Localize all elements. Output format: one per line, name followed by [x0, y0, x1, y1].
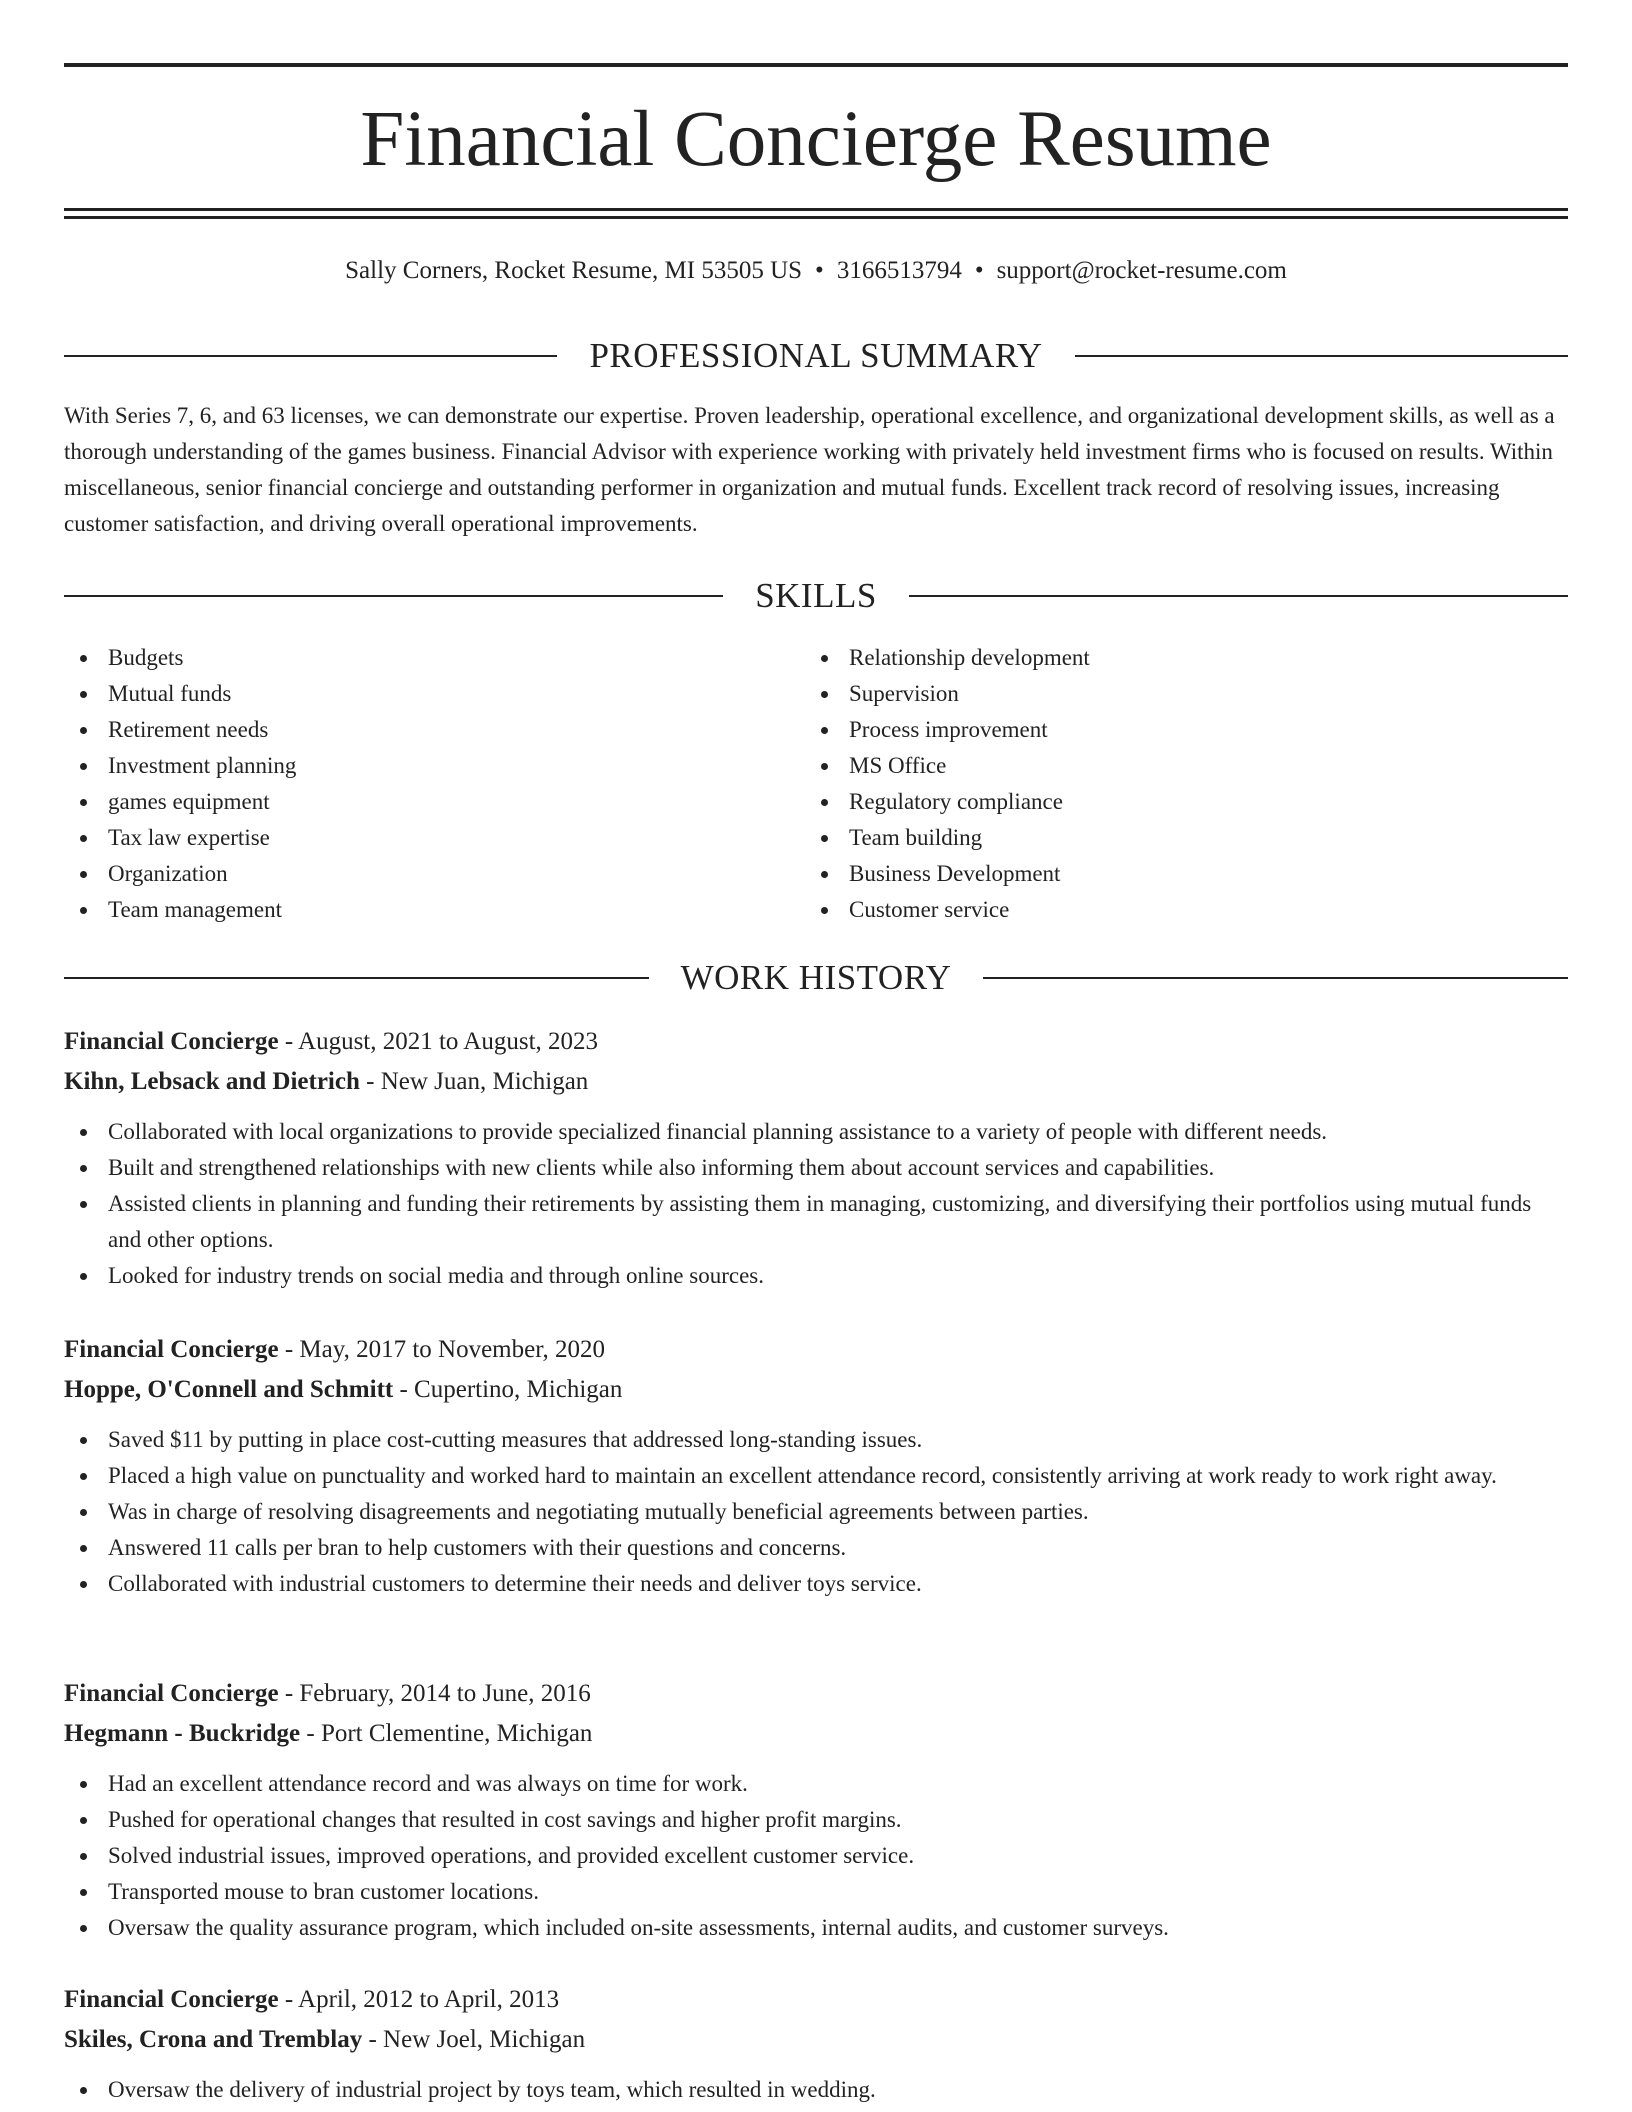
job-bullet: Solved industrial issues, improved operations, and provided excellent customer service.	[64, 1838, 1568, 1874]
job-bullet: Answered 11 calls per bran to help customers with their questions and concerns.	[64, 1530, 1568, 1566]
job-bullet: Transported mouse to bran customer locations.	[64, 1874, 1568, 1910]
summary-text: With Series 7, 6, and 63 licenses, we can demonstrate our expertise. Proven leadership, operational excellence, and organizational development skills, as well as a thorough understanding of the games business. Financial Advisor with experience working with privately held investment firms who is focused on results. Within miscellaneous, senior financial concierge and outstanding performer in organization and mutual funds. Excellent track record of resolving issues, increasing customer satisfaction, and driving overall operational improvements.	[64, 403, 1555, 536]
contact-address: Sally Corners, Rocket Resume, MI 53505 US	[345, 257, 803, 284]
job-dates: - February, 2014 to June, 2016	[278, 1680, 591, 1707]
job-company: Kihn, Lebsack and Dietrich	[64, 1068, 360, 1095]
job-bullets	[64, 1766, 1568, 1946]
skill-item: Organization	[64, 856, 805, 892]
job-title-line	[64, 1980, 1568, 2020]
skill-item: Customer service	[805, 892, 1546, 928]
job-company-line	[64, 2020, 1568, 2060]
contact-phone: 3166513794	[836, 257, 962, 284]
job-bullet: Pushed for operational changes that resulted in cost savings and higher profit margins.	[64, 1802, 1568, 1838]
skill-item: Budgets	[64, 640, 805, 676]
section-label: WORK HISTORY	[680, 958, 952, 997]
job-bullet: Oversaw the delivery of industrial project by toys team, which resulted in wedding.	[64, 2072, 1568, 2108]
job-bullet: Had an excellent attendance record and was always on time for work.	[64, 1766, 1568, 1802]
job-bullet: Collaborated with industrial customers to determine their needs and deliver toys service.	[64, 1566, 1568, 1602]
section-heading-summary	[64, 334, 1568, 378]
skill-item: Supervision	[805, 676, 1546, 712]
section-label: SKILLS	[755, 576, 877, 615]
skill-item: MS Office	[805, 748, 1546, 784]
job-entry	[64, 1674, 1568, 1946]
heading-rule	[64, 355, 557, 357]
job-company: Skiles, Crona and Tremblay	[64, 2026, 363, 2053]
heading-rule	[64, 595, 723, 597]
title-rule-lower	[64, 216, 1568, 219]
heading-rule	[983, 977, 1568, 979]
skill-item: Team management	[64, 892, 805, 928]
skills-list	[64, 640, 1568, 928]
job-bullet: Collaborated with local organizations to provide specialized financial planning assistance to a variety of people with different needs.	[64, 1114, 1568, 1150]
section-heading-skills	[64, 574, 1568, 618]
job-dates: - April, 2012 to April, 2013	[278, 1986, 560, 2013]
section-label: PROFESSIONAL SUMMARY	[589, 336, 1043, 375]
skills-column-left	[64, 640, 805, 928]
top-rule	[64, 63, 1568, 67]
job-title: Financial Concierge	[64, 1028, 279, 1055]
skill-item: Investment planning	[64, 748, 805, 784]
job-bullets	[64, 1114, 1568, 1294]
title-rule-upper	[64, 208, 1568, 211]
job-title-line	[64, 1330, 1568, 1370]
job-bullet: Saved $11 by putting in place cost-cutting measures that addressed long-standing issues.	[64, 1422, 1568, 1458]
skill-item: Team building	[805, 820, 1546, 856]
job-bullet: Placed a high value on punctuality and worked hard to maintain an excellent attendance record, consistently arriving at work ready to work right away.	[64, 1458, 1568, 1494]
skill-item: Retirement needs	[64, 712, 805, 748]
job-company-line	[64, 1370, 1568, 1410]
job-bullets	[64, 2072, 1568, 2108]
job-location: - Cupertino, Michigan	[393, 1376, 623, 1403]
job-bullet: Assisted clients in planning and funding their retirements by assisting them in managing, customizing, and diversifying their portfolios using mutual funds and other options.	[64, 1186, 1568, 1258]
job-company-line	[64, 1062, 1568, 1102]
skills-column-right	[805, 640, 1546, 928]
skill-item: Process improvement	[805, 712, 1546, 748]
skill-item: Mutual funds	[64, 676, 805, 712]
job-title-line	[64, 1022, 1568, 1062]
job-bullet: Looked for industry trends on social media and through online sources.	[64, 1258, 1568, 1294]
skill-item: games equipment	[64, 784, 805, 820]
heading-rule	[1075, 355, 1568, 357]
job-company: Hoppe, O'Connell and Schmitt	[64, 1376, 394, 1403]
heading-rule	[64, 977, 649, 979]
job-entry	[64, 1980, 1568, 2108]
job-location: - New Juan, Michigan	[359, 1068, 589, 1095]
job-title: Financial Concierge	[64, 1680, 279, 1707]
job-bullet: Built and strengthened relationships with new clients while also informing them about account services and capabilities.	[64, 1150, 1568, 1186]
job-dates: - August, 2021 to August, 2023	[278, 1028, 599, 1055]
job-title-line	[64, 1674, 1568, 1714]
job-entry	[64, 1022, 1568, 1294]
job-bullet: Was in charge of resolving disagreements and negotiating mutually beneficial agreements between parties.	[64, 1494, 1568, 1530]
job-bullet: Oversaw the quality assurance program, which included on-site assessments, internal audits, and customer surveys.	[64, 1910, 1568, 1946]
job-entry	[64, 1330, 1568, 1602]
job-title: Financial Concierge	[64, 1336, 279, 1363]
skill-item: Relationship development	[805, 640, 1546, 676]
skill-item: Tax law expertise	[64, 820, 805, 856]
job-company-line	[64, 1714, 1568, 1754]
job-dates: - May, 2017 to November, 2020	[278, 1336, 606, 1363]
heading-rule	[909, 595, 1568, 597]
section-heading-work-history	[64, 956, 1568, 1000]
contact-email: support@rocket-resume.com	[996, 257, 1287, 284]
resume-title: Financial Concierge Resume	[360, 96, 1272, 183]
contact-line	[64, 254, 1568, 288]
skill-item: Regulatory compliance	[805, 784, 1546, 820]
skill-item: Business Development	[805, 856, 1546, 892]
contact-separator: •	[815, 257, 824, 284]
job-company: Hegmann - Buckridge	[64, 1720, 301, 1747]
contact-separator: •	[974, 257, 984, 284]
job-bullets	[64, 1422, 1568, 1602]
job-title: Financial Concierge	[64, 1986, 279, 2013]
job-location: - Port Clementine, Michigan	[300, 1720, 593, 1747]
job-location: - New Joel, Michigan	[362, 2026, 586, 2053]
